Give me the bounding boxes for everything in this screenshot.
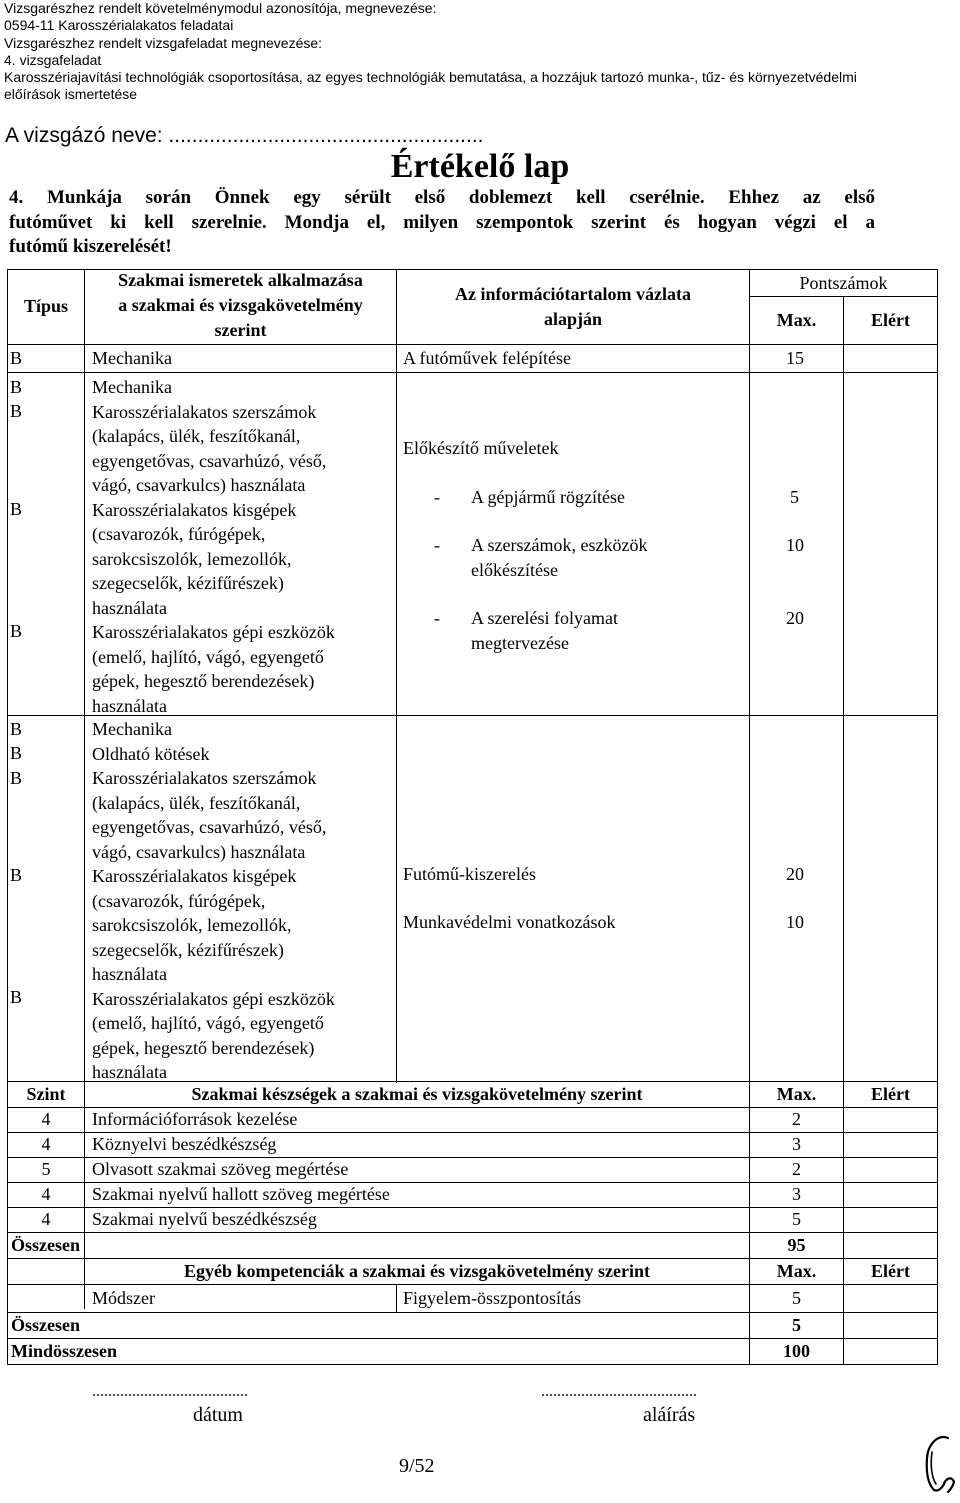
total-label: Összesen (11, 1235, 80, 1255)
knowledge-line: szegecselők, kézifűrészek) (92, 939, 284, 960)
knowledge-line: Karosszérialakatos kisgépek (92, 866, 297, 886)
skill-level: 4 (41, 1134, 51, 1154)
total-value: 95 (787, 1235, 806, 1255)
knowledge-line: Karosszérialakatos gépi eszközök (92, 622, 335, 642)
header-text: Szakmai ismeretek alkalmazása (118, 270, 363, 290)
other-header-max: Max. (776, 1261, 817, 1281)
type-cell: B (10, 743, 23, 763)
max-cell: 20 (786, 608, 804, 628)
knowledge-line: (emelő, hajlító, vágó, egyengető (92, 1013, 324, 1033)
header-text: szerint (214, 320, 267, 340)
knowledge-line: (csavarozók, fúrógépek, (92, 524, 266, 544)
header-text: alapján (543, 308, 603, 329)
type-cell: B (10, 377, 23, 397)
col-header-knowledge (85, 268, 396, 343)
skill-label: Szakmai nyelvű hallott szöveg megértése (92, 1184, 390, 1204)
knowledge-line: Mechanika (92, 719, 172, 739)
knowledge-line: (csavarozók, fúrógépek, (92, 890, 266, 911)
date-label: dátum (193, 1404, 243, 1426)
header-line: előírások ismertetése (4, 86, 138, 103)
header-line: Karosszériajavítási technológiák csoportosítása, az egyes technológiák bemutatása, a hozzájuk tartozó munka-, tűz- és környezetvédelmi (4, 69, 857, 86)
task-line: futómű kiszerelését! (9, 236, 172, 257)
knowledge-line: vágó, csavarkulcs) használata (92, 475, 306, 495)
page-title: Értékelő lap (390, 148, 570, 185)
other-header-achieved: Elért (871, 1261, 910, 1281)
knowledge-line: használata (92, 695, 167, 716)
skill-level: 4 (41, 1109, 51, 1129)
type-cell: B (10, 987, 23, 1007)
col-header-points: Pontszámok (799, 273, 888, 293)
knowledge-line: egyengetővas, csavarhúzó, véső, (92, 450, 327, 471)
header-line: Vizsgarészhez rendelt vizsgafeladat megnevezése: (4, 34, 323, 51)
max-cell: 10 (786, 912, 804, 932)
max-cell: 5 (790, 487, 799, 507)
knowledge-cell: Mechanika (92, 348, 172, 368)
grand-total-label: Mindösszesen (11, 1341, 118, 1361)
total-value: 5 (792, 1315, 801, 1335)
skill-max: 2 (792, 1159, 801, 1179)
type-cell: B (10, 865, 23, 885)
type-cell: B (10, 621, 23, 641)
bullet-dash: - (434, 535, 440, 555)
skill-label: Szakmai nyelvű beszédkészség (92, 1209, 317, 1229)
info-cell: A futóművek felépítése (403, 348, 571, 368)
col-header-type: Típus (23, 296, 69, 316)
knowledge-line: használata (92, 597, 167, 618)
knowledge-line: használata (92, 964, 167, 984)
skill-max: 3 (792, 1184, 801, 1204)
knowledge-line: Mechanika (92, 377, 172, 397)
col-header-max: Max. (776, 310, 817, 330)
signature-label: aláírás (643, 1404, 696, 1426)
info-item (471, 533, 647, 582)
handwritten-mark (920, 1432, 956, 1494)
max-cell: 10 (786, 535, 804, 555)
header-text: a szakmai és vizsgakövetelmény (118, 295, 363, 315)
skill-level: 4 (41, 1184, 51, 1204)
task-description (9, 186, 875, 260)
type-cell: B (10, 768, 23, 788)
info-item: A gépjármű rögzítése (471, 487, 625, 507)
info-item-line: megtervezése (471, 632, 569, 653)
skills-header-title: Szakmai készségek a szakmai és vizsgakövetelmény szerint (191, 1084, 643, 1104)
date-line: ....................................... (92, 1383, 248, 1400)
examinee-name-field: A vizsgázó neve: ...................................................... (5, 124, 484, 147)
type-cell: B (10, 348, 23, 368)
grand-total-value: 100 (783, 1341, 810, 1361)
task-line: 4. Munkája során Önnek egy sérült első doblemezt kell cserélnie. Ehhez az első (9, 187, 875, 208)
knowledge-list (92, 717, 335, 1085)
info-item-line: A szerszámok, eszközök (471, 535, 648, 555)
knowledge-line: szegecselők, kézifűrészek) (92, 573, 284, 593)
skill-max: 3 (792, 1134, 801, 1154)
knowledge-line: Karosszérialakatos gépi eszközök (92, 988, 335, 1009)
max-cell: 15 (786, 348, 804, 368)
knowledge-line: vágó, csavarkulcs) használata (92, 841, 306, 862)
document-header (4, 0, 857, 104)
skill-label: Olvasott szakmai szöveg megértése (92, 1159, 349, 1179)
knowledge-line: sarokcsiszolók, lemezollók, (92, 915, 292, 935)
info-item (471, 606, 618, 655)
info-item-line: előkészítése (471, 559, 558, 580)
skills-header-max: Max. (776, 1084, 817, 1104)
header-line: Vizsgarészhez rendelt követelménymodul azonosítója, megnevezése: (4, 0, 437, 16)
knowledge-line: sarokcsiszolók, lemezollók, (92, 548, 292, 569)
skill-max: 5 (792, 1209, 801, 1229)
knowledge-line: Karosszérialakatos kisgépek (92, 499, 297, 520)
total-label: Összesen (11, 1315, 80, 1335)
header-line: 4. vizsgafeladat (4, 51, 102, 68)
knowledge-line: Karosszérialakatos szerszámok (92, 401, 317, 422)
bullet-dash: - (434, 487, 440, 507)
info-heading: Előkészítő műveletek (403, 438, 559, 458)
info-item: Munkavédelmi vonatkozások (403, 912, 616, 932)
signature-line: ....................................... (541, 1383, 697, 1400)
other-max: 5 (792, 1288, 801, 1308)
skill-label: Köznyelvi beszédkészség (92, 1134, 277, 1154)
info-item-line: A szerelési folyamat (471, 608, 618, 628)
type-cell: B (10, 401, 23, 421)
bullet-dash: - (434, 608, 440, 628)
task-line: futóművet ki kell szerelnie. Mondja el, milyen szempontok szerint és hogyan végzi el a (9, 211, 875, 233)
type-cell: B (10, 719, 23, 739)
other-competence: Módszer (92, 1288, 155, 1308)
knowledge-line: (kalapács, ülék, feszítőkanál, (92, 792, 301, 813)
max-cell: 20 (786, 864, 804, 884)
knowledge-list (92, 375, 335, 718)
knowledge-line: Oldható kötések (92, 743, 210, 764)
page-number: 9/52 (399, 1455, 435, 1477)
skill-label: Információforrások kezelése (92, 1109, 298, 1129)
skills-header-achieved: Elért (871, 1084, 910, 1104)
knowledge-line: (kalapács, ülék, feszítőkanál, (92, 426, 301, 446)
knowledge-line: használata (92, 1062, 167, 1082)
skill-level: 4 (41, 1209, 51, 1229)
skills-header-level: Szint (26, 1084, 66, 1104)
other-competence: Figyelem-összpontosítás (403, 1288, 581, 1308)
col-header-info (397, 282, 749, 331)
knowledge-line: egyengetővas, csavarhúzó, véső, (92, 817, 327, 837)
header-line: 0594-11 Karosszérialakatos feladatai (4, 17, 234, 34)
other-header-title: Egyéb kompetenciák a szakmai és vizsgakövetelmény szerint (184, 1261, 650, 1281)
header-text: Az információtartalom vázlata (455, 284, 691, 304)
skill-max: 2 (792, 1109, 801, 1129)
knowledge-line: gépek, hegesztő berendezések) (92, 671, 315, 691)
knowledge-line: gépek, hegesztő berendezések) (92, 1037, 315, 1058)
knowledge-line: Karosszérialakatos szerszámok (92, 768, 317, 788)
skill-level: 5 (41, 1159, 51, 1179)
info-item: Futómű-kiszerelés (403, 864, 536, 884)
type-cell: B (10, 499, 23, 519)
knowledge-line: (emelő, hajlító, vágó, egyengető (92, 646, 324, 667)
col-header-achieved: Elért (871, 310, 910, 330)
